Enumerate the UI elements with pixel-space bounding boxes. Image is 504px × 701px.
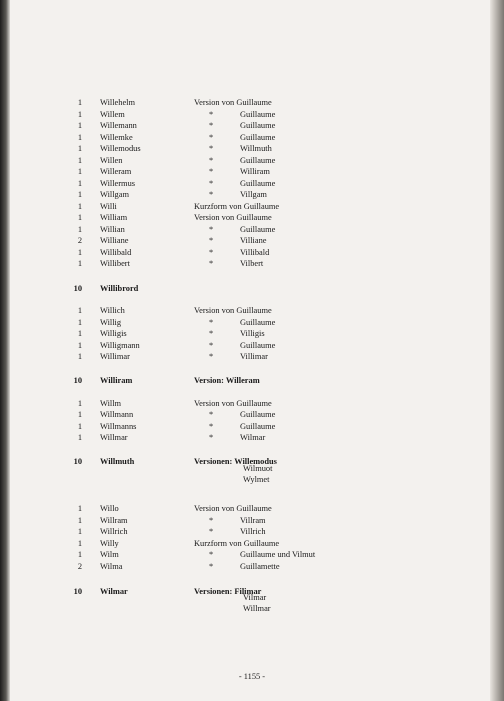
entry-variant: Vilbert xyxy=(240,259,264,268)
entry-variant: Guillaume xyxy=(240,410,276,419)
entry-description: Kurzform von Guillaume xyxy=(194,539,280,548)
entry-variant: Guillaume xyxy=(240,225,276,234)
variant-marker: * xyxy=(209,516,214,525)
entry-name: Willram xyxy=(100,516,128,525)
entry-name: Wilmar xyxy=(100,587,128,596)
entry-name: Willehelm xyxy=(100,98,136,107)
variant-marker: * xyxy=(209,225,214,234)
variant-marker: * xyxy=(209,179,214,188)
entry-count: 10 xyxy=(73,284,82,293)
entry-variant: Villimar xyxy=(240,352,268,361)
entry-count: 1 xyxy=(77,433,82,442)
variant-marker: * xyxy=(209,133,214,142)
entry-name: Willigis xyxy=(100,329,127,338)
entry-variant: Guillaume xyxy=(240,156,276,165)
variant-marker: * xyxy=(209,562,214,571)
variant-marker: * xyxy=(209,527,214,536)
entry-count: 1 xyxy=(77,422,82,431)
variant-continuation: Vilmar xyxy=(243,593,267,602)
entry-count: 1 xyxy=(77,259,82,268)
entry-count: 10 xyxy=(73,457,82,466)
entry-variant: Guillamette xyxy=(240,562,280,571)
entry-description: Version von Guillaume xyxy=(194,306,272,315)
entry-count: 1 xyxy=(77,516,82,525)
entry-name: William xyxy=(100,213,128,222)
entry-name: Williane xyxy=(100,236,129,245)
entry-variant: Wilmar xyxy=(240,433,266,442)
page-number: - 1155 - xyxy=(238,672,266,681)
entry-count: 1 xyxy=(77,225,82,234)
variant-marker: * xyxy=(209,352,214,361)
variant-marker: * xyxy=(209,410,214,419)
entry-count: 1 xyxy=(77,352,82,361)
entry-description: Kurzform von Guillaume xyxy=(194,202,280,211)
variant-marker: * xyxy=(209,550,214,559)
entry-name: Willgam xyxy=(100,190,129,199)
entry-name: Willemann xyxy=(100,121,137,130)
entry-count: 10 xyxy=(73,376,82,385)
entry-count: 1 xyxy=(77,133,82,142)
entry-name: Willmuth xyxy=(100,457,135,466)
entry-count: 1 xyxy=(77,329,82,338)
entry-count: 1 xyxy=(77,121,82,130)
entry-count: 1 xyxy=(77,213,82,222)
variant-marker: * xyxy=(209,341,214,350)
entry-count: 1 xyxy=(77,248,82,257)
entry-name: Willem xyxy=(100,110,125,119)
variant-marker: * xyxy=(209,329,214,338)
entry-count: 1 xyxy=(77,539,82,548)
variant-marker: * xyxy=(209,167,214,176)
entry-description: Versionen: Willemodus xyxy=(194,457,277,466)
entry-name: Willmanns xyxy=(100,422,137,431)
entry-variant: Guillaume xyxy=(240,179,276,188)
entry-variant: Williram xyxy=(240,167,270,176)
variant-marker: * xyxy=(209,190,214,199)
entry-count: 1 xyxy=(77,318,82,327)
entry-description: Version von Guillaume xyxy=(194,98,272,107)
entry-name: Willm xyxy=(100,399,122,408)
entry-count: 1 xyxy=(77,550,82,559)
entry-count: 1 xyxy=(77,190,82,199)
entry-name: Willibrord xyxy=(100,284,139,293)
show-through-text xyxy=(270,95,470,615)
entry-name: Willian xyxy=(100,225,125,234)
entry-variant: Guillaume xyxy=(240,121,276,130)
entry-variant: Villrich xyxy=(240,527,266,536)
entry-count: 1 xyxy=(77,410,82,419)
variant-marker: * xyxy=(209,259,214,268)
variant-marker: * xyxy=(209,156,214,165)
entry-name: Willich xyxy=(100,306,125,315)
entry-count: 1 xyxy=(77,110,82,119)
entry-description: Version von Guillaume xyxy=(194,504,272,513)
variant-marker: * xyxy=(209,433,214,442)
entry-name: Willemodus xyxy=(100,144,141,153)
entry-count: 2 xyxy=(77,562,82,571)
variant-marker: * xyxy=(209,110,214,119)
entry-variant: Villram xyxy=(240,516,266,525)
entry-variant: Guillaume xyxy=(240,341,276,350)
entry-count: 2 xyxy=(77,236,82,245)
entry-description: Versionen: Filimar xyxy=(194,587,262,596)
entry-name: Willibert xyxy=(100,259,130,268)
variant-continuation: Wilmuot xyxy=(243,464,273,473)
entry-name: Willermus xyxy=(100,179,136,188)
entry-count: 1 xyxy=(77,341,82,350)
variant-marker: * xyxy=(209,248,214,257)
entry-name: Willmann xyxy=(100,410,134,419)
entry-name: Willemke xyxy=(100,133,133,142)
entry-name: Willig xyxy=(100,318,122,327)
entry-name: Willibald xyxy=(100,248,132,257)
variant-marker: * xyxy=(209,121,214,130)
entry-name: Willigmann xyxy=(100,341,140,350)
entry-count: 1 xyxy=(77,527,82,536)
entry-name: Willimar xyxy=(100,352,130,361)
entry-name: Willen xyxy=(100,156,123,165)
entry-variant: Guillaume xyxy=(240,110,276,119)
entry-name: Willy xyxy=(100,539,119,548)
entry-variant: Guillaume xyxy=(240,422,276,431)
entry-variant: Guillaume und Vilmut xyxy=(240,550,316,559)
entry-variant: Villiane xyxy=(240,236,267,245)
entry-variant: Willmuth xyxy=(240,144,272,153)
entry-count: 1 xyxy=(77,179,82,188)
variant-continuation: Willmar xyxy=(243,604,271,613)
entry-count: 1 xyxy=(77,98,82,107)
variant-marker: * xyxy=(209,144,214,153)
entry-name: Willmar xyxy=(100,433,128,442)
entry-name: Wilm xyxy=(100,550,119,559)
page-edge xyxy=(490,0,504,701)
entry-variant: Villibald xyxy=(240,248,270,257)
variant-marker: * xyxy=(209,422,214,431)
entry-description: Version von Guillaume xyxy=(194,399,272,408)
entry-count: 1 xyxy=(77,202,82,211)
entry-count: 1 xyxy=(77,306,82,315)
entry-count: 1 xyxy=(77,156,82,165)
entry-variant: Guillaume xyxy=(240,133,276,142)
entry-name: Wilma xyxy=(100,562,123,571)
entry-count: 1 xyxy=(77,399,82,408)
entry-count: 1 xyxy=(77,504,82,513)
entry-count: 10 xyxy=(73,587,82,596)
variant-marker: * xyxy=(209,318,214,327)
entry-name: Willi xyxy=(100,202,117,211)
variant-continuation: Wylmet xyxy=(243,475,270,484)
entry-description: Version: Willeram xyxy=(194,376,260,385)
entry-count: 1 xyxy=(77,144,82,153)
entry-variant: Guillaume xyxy=(240,318,276,327)
entry-name: Willo xyxy=(100,504,119,513)
entry-name: Williram xyxy=(100,376,133,385)
entry-description: Version von Guillaume xyxy=(194,213,272,222)
binding-gutter xyxy=(0,0,10,701)
entry-variant: Villgam xyxy=(240,190,267,199)
entry-count: 1 xyxy=(77,167,82,176)
entry-name: Willrich xyxy=(100,527,128,536)
entry-variant: Villigis xyxy=(240,329,265,338)
variant-marker: * xyxy=(209,236,214,245)
entry-name: Willeram xyxy=(100,167,132,176)
